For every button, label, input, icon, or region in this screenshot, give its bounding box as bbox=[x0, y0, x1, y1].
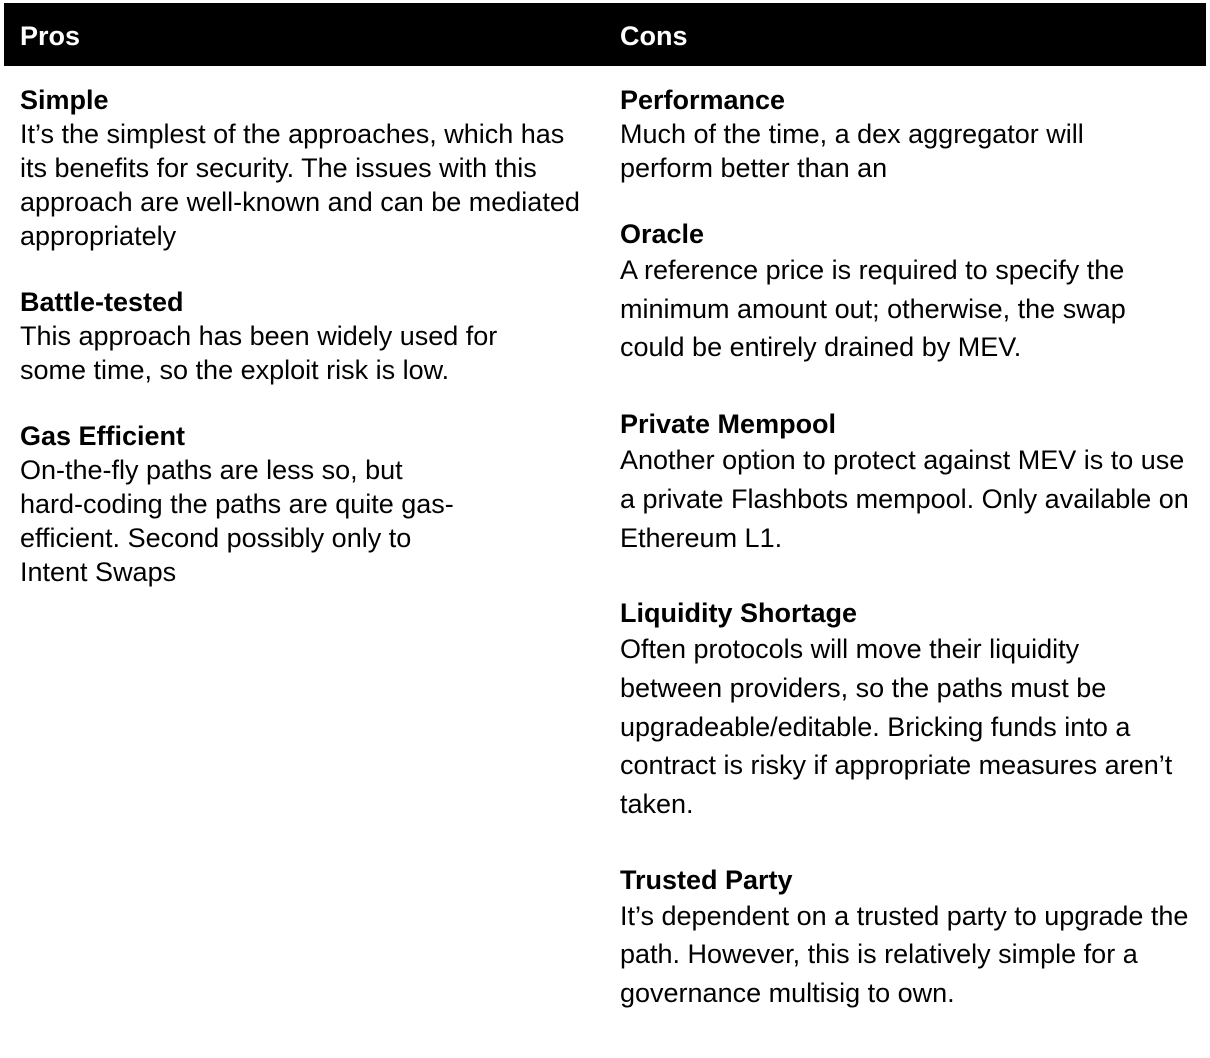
pros-item-text: It’s the simplest of the approaches, which has its benefits for security. The issues with this approach are well-known and can be mediated appropriately bbox=[20, 119, 580, 251]
cons-item-oracle bbox=[620, 218, 1195, 367]
pros-item-title: Simple bbox=[20, 85, 109, 115]
pros-item-simple bbox=[20, 84, 595, 253]
table-header bbox=[4, 3, 1206, 66]
pros-item-title: Battle-tested bbox=[20, 287, 184, 317]
cons-item-title: Performance bbox=[620, 85, 786, 115]
pros-header: Pros bbox=[20, 21, 81, 51]
cons-item-private-mempool bbox=[620, 408, 1195, 557]
pros-item-text: This approach has been widely used for some time, so the exploit risk is low. bbox=[20, 321, 498, 385]
cons-item-title: Trusted Party bbox=[620, 864, 793, 895]
pros-item-battle-tested bbox=[20, 286, 595, 387]
cons-item-title: Liquidity Shortage bbox=[620, 598, 858, 629]
cons-item-text: Often protocols will move their liquidity between providers, so the paths must be upgradeable/editable. Bricking funds into a contract is risky if appropriate measures aren’t taken. bbox=[620, 634, 1173, 820]
cons-header: Cons bbox=[620, 21, 688, 51]
cons-item-title: Private Mempool bbox=[620, 409, 837, 440]
cons-item-performance bbox=[620, 84, 1195, 185]
cons-item-liquidity-shortage bbox=[620, 597, 1195, 824]
pros-item-gas-efficient bbox=[20, 420, 595, 589]
cons-column bbox=[620, 84, 1195, 1013]
cons-item-text: It’s dependent on a trusted party to upgrade the path. However, this is relatively simple for a governance multisig to own. bbox=[620, 900, 1189, 1009]
cons-item-text: Much of the time, a dex aggregator will perform better than an bbox=[620, 119, 1084, 183]
cons-item-text: A reference price is required to specify the minimum amount out; otherwise, the swap could be entirely drained by MEV. bbox=[620, 255, 1126, 363]
cons-item-title: Oracle bbox=[620, 219, 705, 249]
pros-item-text: On-the-fly paths are less so, but hard-coding the paths are quite gas-efficient. Second possibly only to Intent Swaps bbox=[20, 455, 454, 587]
pros-item-title: Gas Efficient bbox=[20, 421, 186, 451]
cons-item-trusted-party bbox=[620, 864, 1195, 1013]
pros-column bbox=[20, 84, 595, 622]
cons-item-text: Another option to protect against MEV is to use a private Flashbots mempool. Only available on Ethereum L1. bbox=[620, 445, 1189, 553]
